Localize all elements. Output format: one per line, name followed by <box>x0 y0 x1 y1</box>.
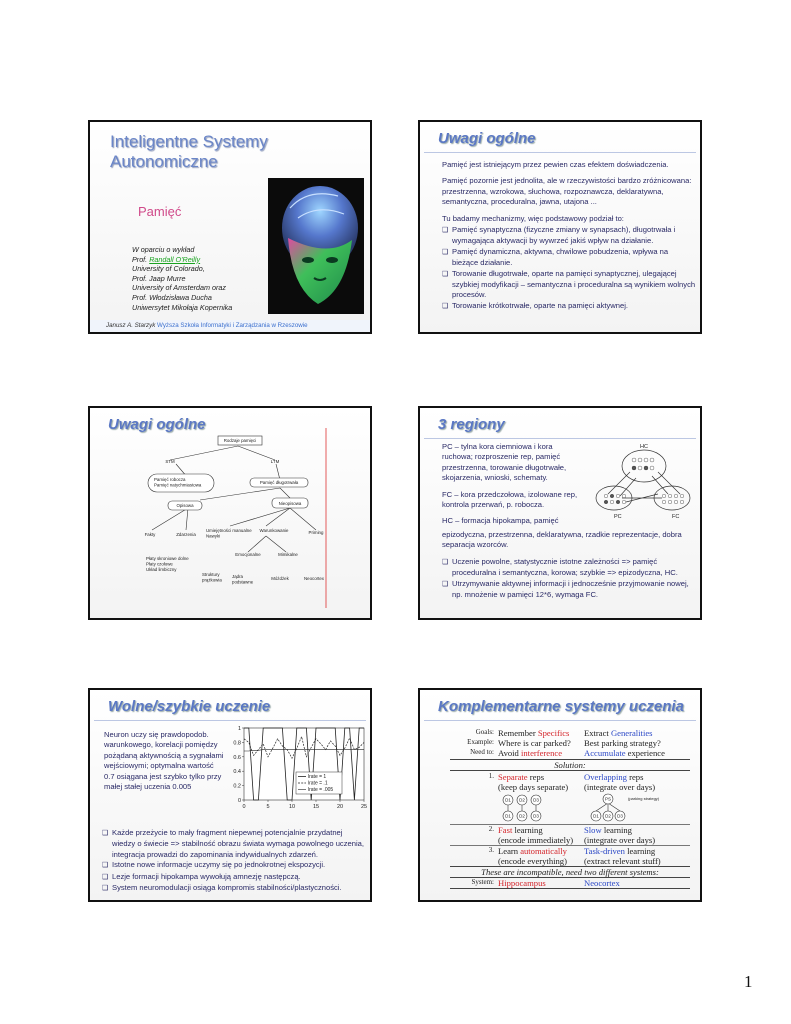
slide1-subtitle: Pamięć <box>138 204 182 219</box>
region-hc-label: HC <box>640 444 648 450</box>
bullet-item: ❑ Torowanie długotrwałe, oparte na pamięci synaptycznej, ulegającej szybkiej modyfikacji – semantyczna i proceduralna są wynikiem wolnych procesów. <box>442 269 696 301</box>
tree-cortex: Płaty skroniowe dolne Płaty czołowe Układ limbiczny <box>146 556 189 572</box>
slide4-title: 3 regiony <box>438 416 505 433</box>
region-pc-label: PC <box>614 514 622 520</box>
svg-text:D1: D1 <box>505 797 511 803</box>
svg-text:D2: D2 <box>519 797 525 803</box>
tree-events: Zdarzenia <box>176 532 196 537</box>
x-tick-label: 10 <box>288 804 296 810</box>
svg-text:D1: D1 <box>505 813 511 819</box>
tree-stm: STM <box>165 459 175 464</box>
svg-text:D3: D3 <box>533 813 539 819</box>
solution-header: Solution: <box>450 759 690 771</box>
tree-ltm: LTM <box>270 459 280 464</box>
svg-text:D2: D2 <box>605 813 611 819</box>
region-fc-label: FC <box>672 514 680 520</box>
incompatible-note: These are incompatible, need two different systems: <box>450 866 690 878</box>
tree-root: Rodzaje pamięci <box>223 438 257 443</box>
bullet-item: ❑ Utrzymywanie aktywnej informacji i jednocześnie przyjmowanie nowej, np. mnożenie w pamięci 12*6, wymaga FC. <box>442 579 698 601</box>
regions-diagram <box>592 442 696 526</box>
tree-cereb: Móżdżek <box>271 576 289 581</box>
svg-text:D3: D3 <box>617 813 623 819</box>
tree-basal: Jądra podstawne <box>232 574 254 585</box>
slide1-title: Inteligentne Systemy Autonomiczne <box>110 132 268 171</box>
svg-text:(parking strategy): (parking strategy) <box>628 796 660 801</box>
tree-nondescr: Nieopisowa <box>278 501 302 506</box>
svg-text:D2: D2 <box>519 813 525 819</box>
legend-label: lrate = 1 <box>308 774 327 780</box>
slide-slow-fast-learning <box>88 688 372 902</box>
slide-complementary-systems <box>418 688 702 902</box>
x-tick-label: 15 <box>312 804 320 810</box>
bullet-item: ❑ Torowanie krótkotrwałe, oparte na pamięci aktywnej. <box>442 301 696 312</box>
slide-memory-tree <box>88 406 372 620</box>
bullet-item: ❑ Istotne nowe informacje uczymy się po jednokrotnej ekspozycji. <box>102 860 366 871</box>
title-divider <box>424 152 696 153</box>
slide-title <box>88 120 372 334</box>
title-divider <box>424 438 696 439</box>
svg-text:PS: PS <box>604 796 612 802</box>
slide5-title: Wolne/szybkie uczenie <box>108 698 271 715</box>
slide-three-regions <box>418 406 702 620</box>
title-divider <box>94 720 366 721</box>
tree-facts: Fakty <box>144 532 156 537</box>
oreilly-link[interactable]: Randall O'Reilly <box>149 254 201 264</box>
bullet-item: ❑ Każde przeżycie to mały fragment niepewnej potencjalnie przydatnej wiedzy o świecie => stabilność obrazu świata wymaga powolnego uczenia, integracja prowadzi do zapominania indywidualnych zdarzeń. <box>102 828 366 860</box>
title-divider <box>424 720 696 721</box>
table-row: System: Hippocampus Neocortex <box>450 878 690 889</box>
tree-emot: Emocjonalne <box>235 552 261 557</box>
slide-general-notes <box>418 120 702 334</box>
x-tick-label: 5 <box>266 804 270 810</box>
y-tick-label: 0.4 <box>233 769 241 776</box>
y-tick-label: 0.8 <box>233 740 241 747</box>
y-tick-label: 0.2 <box>233 783 241 790</box>
x-tick-label: 25 <box>360 804 368 810</box>
table-row: 2. Fast learning (encode immediately) Slow learning (integrate over days) <box>450 824 690 845</box>
slide2-body: Pamięć jest istniejącym przez pewien czas efektem doświadczenia. Pamięć pozornie jest jednolita, ale w rzeczywistości bardzo zróżnicowana: przestrzenna, wzrokowa, słuchowa, rozpoznawcza, deklaratywna, semantyczna, proceduralna, jawna, utajona ... Tu badamy mechanizmy, więc podstawowy podział to: ❑ Pamięć synaptyczna (fizyczne zmiany w synapsach), długotrwała i wymagająca aktywacji by wywrzeć jakiś wpływ na działanie. ❑ Pamięć dynamiczna, aktywna, chwilowe pobudzenia, wpływa na bieżące działanie. ❑ Torowanie długotrwałe, oparte na pamięci synaptycznej, ulegającej szybkiej modyfikacji – semantyczna i proceduralna są wynikiem wolnych procesów. ❑ Torowanie krótkotrwałe, oparte na pamięci aktywnej. <box>442 160 696 312</box>
tree-ltm-child: Pamięć długotrwała <box>259 480 299 485</box>
slide5-text: Neuron uczy się prawdopodob. warunkowego, korelacji pomiędzy pożądaną aktywnością a sygnałami wejściowymi; optymalna wartość 0.7 osiągana jest szybko tylko przy małej stałej uczenia 0.005 <box>104 730 224 792</box>
tree-skills: Umiejętności manualne Nawyki <box>206 528 252 539</box>
complementary-table <box>450 728 690 889</box>
x-tick-label: 20 <box>336 804 344 810</box>
svg-text:D1: D1 <box>593 813 599 819</box>
slide1-credits: W oparciu o wykład Prof. Randall O'Reilly University of Colorado, Prof. Jaap Murre University of Amsterdam oraz Prof. Włodzisława Ducha Uniwersytet Mikołaja Kopernika <box>132 245 233 312</box>
overlapping-reps-diagram <box>584 792 684 824</box>
y-tick-label: 1 <box>237 726 241 732</box>
legend-label: lrate = .005 <box>308 787 334 793</box>
memory-taxonomy-diagram <box>90 408 370 618</box>
slide5-bullets <box>102 828 366 894</box>
tree-striatum: Struktury prążkowia <box>202 572 222 583</box>
bullet-item: ❑ System neuromodulacji osiąga kompromis stabilności/plastyczności. <box>102 883 366 894</box>
tree-motor: Mimikalne <box>278 552 298 557</box>
bullet-item: ❑ Pamięć synaptyczna (fizyczne zmiany w synapsach), długotrwała i wymagająca aktywacji by wywrzeć jakiś wpływ na działanie. <box>442 225 696 247</box>
tree-neocortex: Neocortex <box>303 576 325 581</box>
slide4-body-left: PC – tylna kora ciemniowa i kora ruchowa; rozproszenie rep, pamięć przestrzenna, torowanie długotrwałe, skojarzenia, wnioski, schematy. FC – kora przedczołowa, izolowane rep, kontrola przerwań, p. robocza. HC – formacja hipokampa, pamięć <box>442 442 578 526</box>
y-tick-label: 0.6 <box>233 754 241 761</box>
table-row-diagrams <box>450 792 690 824</box>
table-row: Example: Where is car parked? Best parking strategy? <box>467 738 661 748</box>
learning-rate-chart <box>222 724 372 816</box>
tree-descr: Opisowa <box>176 503 194 508</box>
brain-face-image <box>268 178 364 314</box>
bullet-item: ❑ Lezje formacji hipokampa wywołują amnezję następczą. <box>102 872 366 883</box>
slide6-title: Komplementarne systemy uczenia <box>438 698 684 715</box>
tree-stm-child: Pamięć robocza Pamięć natychmiastowa <box>154 477 202 488</box>
tree-cond: Warunkowanie <box>259 528 289 533</box>
bullet-item: ❑ Pamięć dynamiczna, aktywna, chwilowe pobudzenia, wpływa na bieżące działanie. <box>442 247 696 269</box>
x-tick-label: 0 <box>242 804 246 810</box>
legend-label: lrate = .1 <box>308 780 328 787</box>
svg-text:D3: D3 <box>533 797 539 803</box>
slide4-body-full: epizodyczna, przestrzenna, deklaratywna, rzadkie reprezentacje, dobra separacja wzorców. ❑ Uczenie powolne, statystycznie istotne zależności => pamięć proceduralna i semantyczna, korowa; szybkie => epizodyczna, HC. ❑ Utrzymywanie aktywnej informacji i jednocześnie przyjmowanie nowej, np. mnożenie w pamięci 12*6, wymaga FC. <box>442 530 698 600</box>
slide1-footer: Janusz A. Starzyk Wyższa Szkoła Informatyki i Zarządzania w Rzeszowie <box>90 320 370 332</box>
table-row: Goals: Remember Specifics Extract Generalities <box>475 728 653 738</box>
slide2-title: Uwagi ogólne <box>438 130 536 147</box>
y-tick-label: 0 <box>237 798 241 804</box>
table-row: 3. Learn automatically (encode everything) Task-driven learning (extract relevant stuff) <box>450 845 690 866</box>
table-row: 1. Separate reps (keep days separate) Overlapping reps (integrate over days) <box>488 772 656 792</box>
page-number: 1 <box>744 972 753 991</box>
slide3-title: Uwagi ogólne <box>108 416 206 433</box>
tree-priming: Priming <box>308 530 324 535</box>
bullet-item: ❑ Uczenie powolne, statystycznie istotne zależności => pamięć proceduralna i semantyczna, korowa; szybkie => epizodyczna, HC. <box>442 557 698 579</box>
table-row: Need to: Avoid interference Accumulate experience <box>470 748 665 758</box>
separate-reps-diagram <box>498 792 584 824</box>
